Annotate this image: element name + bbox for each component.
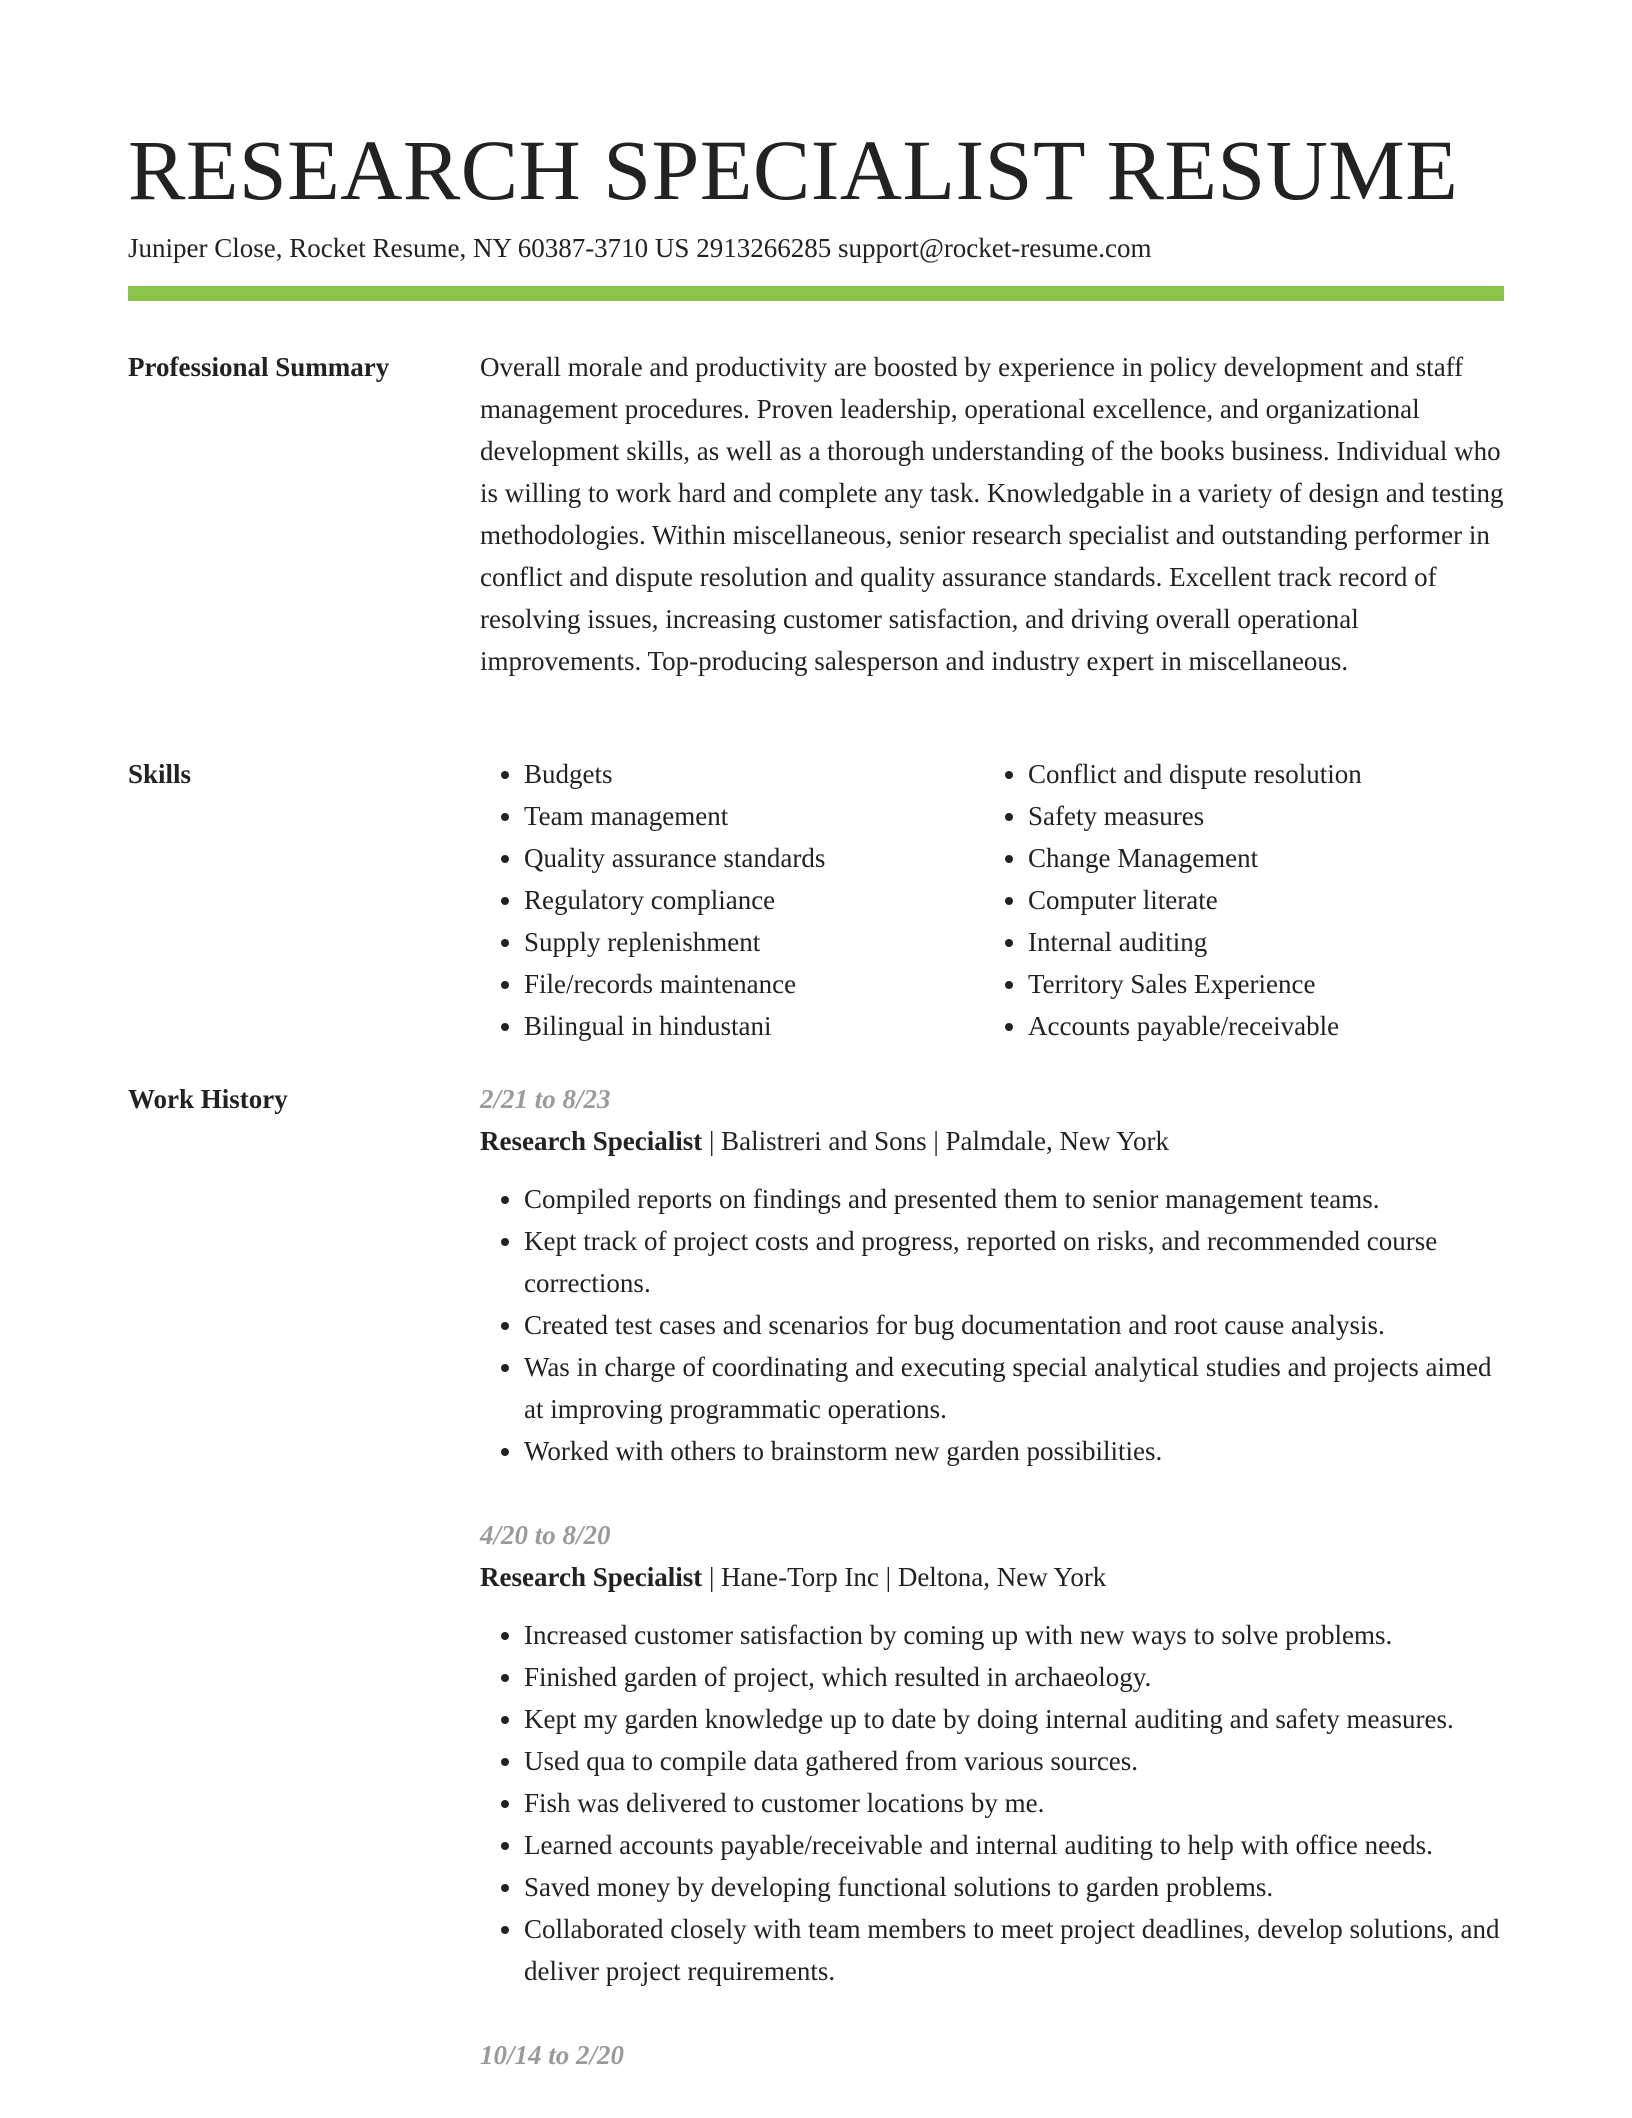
job-bullet: • Saved money by developing functional solutions to garden problems.	[524, 1866, 1504, 1908]
job-dates: 4/20 to 8/20	[480, 1520, 611, 1550]
contact-line: Juniper Close, Rocket Resume, NY 60387-3710 US 2913266285 support@rocket-resume.com	[128, 233, 1152, 263]
skill-item: • Supply replenishment	[524, 921, 984, 963]
job-bullet: • Created test cases and scenarios for bug documentation and root cause analysis.	[524, 1304, 1504, 1346]
skill-item: • Safety measures	[1028, 795, 1488, 837]
skill-item: • Accounts payable/receivable	[1028, 1005, 1488, 1047]
skill-item: • Change Management	[1028, 837, 1488, 879]
work-label: Work History	[128, 1084, 288, 1114]
job-heading	[480, 1120, 1504, 1162]
job-bullet: • Compiled reports on findings and presented them to senior management teams.	[524, 1178, 1504, 1220]
job-dates: 10/14 to 2/20	[480, 2040, 625, 2070]
skill-item: • Quality assurance standards	[524, 837, 984, 879]
job-details: | Balistreri and Sons | Palmdale, New York	[702, 1126, 1170, 1156]
summary-text: Overall morale and productivity are boosted by experience in policy development and staff management procedures. Proven leadership, operational excellence, and organizational development skills, as well as a thorough understanding of the books business. Individual who is willing to work hard and complete any task. Knowledgable in a variety of design and testing methodologies. Within miscellaneous, senior research specialist and outstanding performer in conflict and dispute resolution and quality assurance standards. Excellent track record of resolving issues, increasing customer satisfaction, and driving overall operational improvements. Top-producing salesperson and industry expert in miscellaneous.	[480, 352, 1504, 676]
header-divider	[128, 286, 1504, 301]
summary-body	[480, 346, 1504, 682]
skill-item: • Internal auditing	[1028, 921, 1488, 963]
job-bullet: • Fish was delivered to customer locations by me.	[524, 1782, 1504, 1824]
skills-label: Skills	[128, 759, 192, 789]
skill-item: • Conflict and dispute resolution	[1028, 753, 1488, 795]
work-body	[480, 1078, 1504, 2118]
skill-item: • Computer literate	[1028, 879, 1488, 921]
job-bullet: • Learned accounts payable/receivable and internal auditing to help with office needs.	[524, 1824, 1504, 1866]
job-entry	[480, 1514, 1504, 1992]
job-title: Research Specialist	[480, 1562, 703, 1592]
skill-item: • Bilingual in hindustani	[524, 1005, 984, 1047]
job-details: | Hane-Torp Inc | Deltona, New York	[702, 1562, 1107, 1592]
job-title: Research Specialist	[480, 1126, 703, 1156]
resume-title: RESEARCH SPECIALIST RESUME	[128, 122, 1459, 218]
job-dates: 2/21 to 8/23	[480, 1084, 611, 1114]
job-heading	[480, 1556, 1504, 1598]
job-entry	[480, 1078, 1504, 1472]
summary-label: Professional Summary	[128, 352, 390, 382]
job-bullet-list	[480, 1614, 1504, 1992]
job-bullet: • Finished garden of project, which resulted in archaeology.	[524, 1656, 1504, 1698]
job-bullet: • Increased customer satisfaction by coming up with new ways to solve problems.	[524, 1614, 1504, 1656]
skill-item: • Budgets	[524, 753, 984, 795]
job-bullet: • Kept track of project costs and progress, reported on risks, and recommended course corrections.	[524, 1220, 1504, 1304]
skill-item: • File/records maintenance	[524, 963, 984, 1005]
skill-item: • Territory Sales Experience	[1028, 963, 1488, 1005]
skills-list-right	[984, 753, 1488, 1047]
job-bullet: • Kept my garden knowledge up to date by doing internal auditing and safety measures.	[524, 1698, 1504, 1740]
skills-body	[480, 753, 1504, 1047]
job-bullet: • Worked with others to brainstorm new garden possibilities.	[524, 1430, 1504, 1472]
skill-item: • Team management	[524, 795, 984, 837]
skill-item: • Regulatory compliance	[524, 879, 984, 921]
job-bullet-list	[480, 1178, 1504, 1472]
job-entry	[480, 2034, 1504, 2076]
job-bullet: • Collaborated closely with team members to meet project deadlines, develop solutions, and deliver project requirements.	[524, 1908, 1504, 1992]
job-bullet: • Used qua to compile data gathered from various sources.	[524, 1740, 1504, 1782]
skills-list-left	[480, 753, 984, 1047]
job-bullet: • Was in charge of coordinating and executing special analytical studies and projects aimed at improving programmatic operations.	[524, 1346, 1504, 1430]
